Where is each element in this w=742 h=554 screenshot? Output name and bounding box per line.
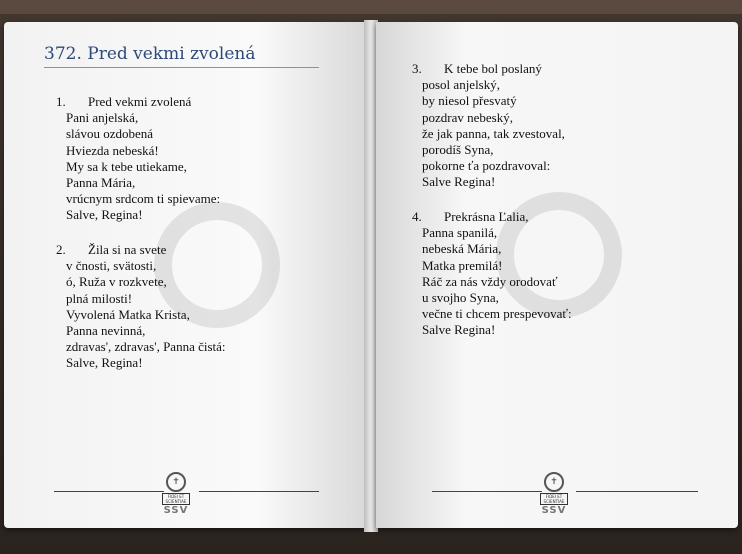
verse-line: Panna spanilá, xyxy=(422,225,498,241)
verse-line: Vyvolená Matka Krista, xyxy=(66,306,190,322)
verse-line: plná milosti! xyxy=(66,290,133,306)
verse-line: u svojho Syna, xyxy=(422,290,499,306)
verse-number: 4. xyxy=(412,209,422,224)
left-page xyxy=(4,22,366,528)
cross-emblem-icon: ✝ xyxy=(166,472,186,492)
verse-line: by niesol přesvatý xyxy=(422,93,517,109)
verse-line: pozdrav nebeský, xyxy=(422,109,513,125)
verse-number: 1. xyxy=(56,94,66,109)
publisher-logo xyxy=(540,472,568,516)
verse-line: nebeská Mária, xyxy=(422,241,502,257)
page-title: 372. Pred vekmi zvolená xyxy=(44,44,319,68)
publisher-logo xyxy=(162,472,190,516)
verse-line: Panna nevinná, xyxy=(66,323,146,339)
verse-2 xyxy=(56,242,226,372)
logo-text: SSV xyxy=(541,505,567,516)
verse-line: že jak panna, tak zvestoval, xyxy=(422,125,565,141)
verse-line: večne ti chcem prespevovať: xyxy=(422,306,572,322)
verse-line: Panna Mária, xyxy=(66,175,136,191)
verse-line: v čnosti, svätosti, xyxy=(66,258,157,274)
verse-line: Salve, Regina! xyxy=(66,207,143,223)
verse-number: 3. xyxy=(412,61,422,76)
verse-line: pokorne ťa pozdravoval: xyxy=(422,158,551,174)
logo-motto: FIDEI ET SCIENTIAE xyxy=(162,493,190,505)
footer-rule-left xyxy=(54,491,164,492)
footer-rule-right xyxy=(199,491,319,492)
verse-number: 2. xyxy=(56,242,66,257)
logo-text: SSV xyxy=(163,505,189,516)
verse-first-line: Pred vekmi zvolená xyxy=(88,94,192,109)
verse-line: Ráč za nás vždy orodovať xyxy=(422,273,558,289)
verse-line: posol anjelský, xyxy=(422,77,500,93)
verse-line: ó, Ruža v rozkvete, xyxy=(66,274,167,290)
cross-emblem-icon: ✝ xyxy=(544,472,564,492)
verse-line: Salve, Regina! xyxy=(66,355,143,371)
verse-line: Salve Regina! xyxy=(422,174,496,190)
verse-line: vrúcnym srdcom ti spievame: xyxy=(66,191,221,207)
verse-first-line: Žila si na svete xyxy=(88,242,167,257)
verse-1 xyxy=(56,94,220,224)
verse-line: zdravas', zdravas', Panna čistá: xyxy=(66,339,226,355)
verse-3 xyxy=(412,61,565,191)
verse-first-line: K tebe bol poslaný xyxy=(444,61,542,76)
verse-line: Pani anjelská, xyxy=(66,110,139,126)
verse-line: My sa k tebe utiekame, xyxy=(66,158,187,174)
footer-rule-left xyxy=(432,491,542,492)
right-page xyxy=(376,22,738,528)
logo-motto: FIDEI ET SCIENTIAE xyxy=(540,493,568,505)
verse-line: porodíš Syna, xyxy=(422,142,494,158)
verse-first-line: Prekrásna Ľalia, xyxy=(444,209,529,224)
footer-rule-right xyxy=(576,491,698,492)
verse-4 xyxy=(412,209,572,339)
verse-line: Matka premilá! xyxy=(422,257,503,273)
verse-line: Hviezda nebeská! xyxy=(66,142,159,158)
verse-line: slávou ozdobená xyxy=(66,126,154,142)
verse-line: Salve Regina! xyxy=(422,322,496,338)
